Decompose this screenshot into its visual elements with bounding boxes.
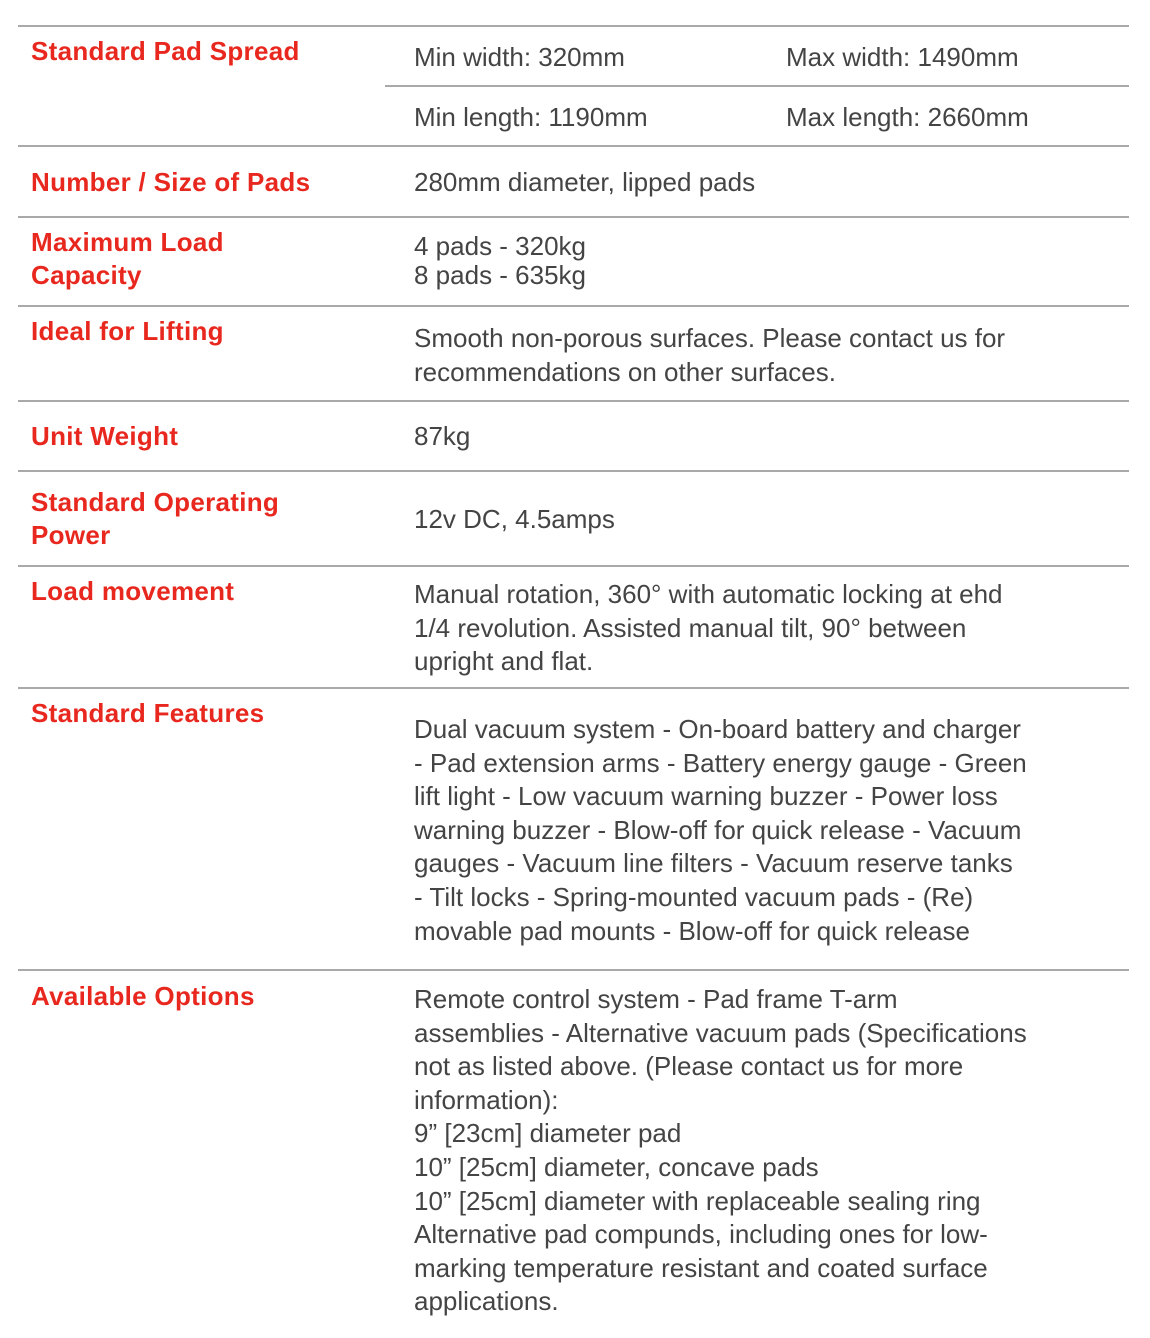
value-line: - Pad extension arms - Battery energy gauge - Green — [414, 747, 1027, 778]
spec-value — [414, 983, 1119, 1319]
value-line: Manual rotation, 360° with automatic locking at ehd — [414, 579, 1003, 609]
spec-label: Standard Features — [31, 698, 265, 728]
min-width-value: Min width: 320mm — [414, 42, 625, 72]
spec-row-ideal-for — [18, 305, 1129, 400]
value-line: marking temperature resistant and coated surface — [414, 1252, 988, 1283]
value-line: 280mm diameter, lipped pads — [414, 167, 756, 197]
max-length-value: Max length: 2660mm — [786, 102, 1029, 132]
spec-table — [18, 25, 1129, 1329]
spec-label — [31, 486, 279, 552]
value-line: Smooth non-porous surfaces. Please contact us for — [414, 323, 1006, 353]
spec-value — [414, 232, 1119, 290]
label-line: Capacity — [31, 260, 142, 290]
spec-label: Standard Pad Spread — [31, 36, 300, 66]
spec-label — [31, 226, 224, 292]
spec-label: Unit Weight — [31, 421, 179, 451]
value-line: Remote control system - Pad frame T-arm — [414, 984, 898, 1014]
value-line: 8 pads - 635kg — [414, 260, 587, 290]
value-line: 9” [23cm] diameter pad — [414, 1118, 682, 1149]
spec-value — [414, 713, 1119, 948]
spec-label: Available Options — [31, 981, 255, 1011]
spec-value — [414, 503, 1119, 537]
value-line: applications. — [414, 1286, 559, 1317]
value-line: not as listed above. (Please contact us for more — [414, 1051, 964, 1082]
value-line: gauges - Vacuum line filters - Vacuum reserve tanks — [414, 848, 1013, 879]
value-line: assemblies - Alternative vacuum pads (Specifications — [414, 1017, 1027, 1048]
spec-label: Number / Size of Pads — [31, 167, 311, 197]
spec-row-pads — [18, 145, 1129, 216]
spec-value — [414, 166, 1119, 200]
value-line: 10” [25cm] diameter, concave pads — [414, 1151, 819, 1182]
label-line: Power — [31, 520, 111, 550]
spec-value — [414, 420, 1119, 454]
value-line: 12v DC, 4.5amps — [414, 504, 615, 534]
spec-row-load-movement — [18, 565, 1129, 687]
spec-row-max-load — [18, 216, 1129, 305]
spec-row-pad-spread — [18, 25, 1129, 145]
spec-value — [414, 578, 1119, 679]
label-line: Maximum Load — [31, 227, 224, 257]
value-line: information): — [414, 1084, 559, 1115]
value-line: lift light - Low vacuum warning buzzer - Power loss — [414, 781, 998, 812]
value-line: 1/4 revolution. Assisted manual tilt, 90° between — [414, 612, 967, 643]
spec-row-available-options — [18, 969, 1129, 1329]
spec-value — [414, 322, 1119, 389]
value-line: Alternative pad compunds, including ones for low- — [414, 1219, 988, 1250]
value-line: Dual vacuum system - On-board battery and charger — [414, 714, 1021, 744]
max-width-value: Max width: 1490mm — [786, 42, 1019, 72]
spec-row-standard-features — [18, 687, 1129, 969]
label-line: Standard Operating — [31, 487, 280, 517]
spec-label: Ideal for Lifting — [31, 316, 224, 346]
value-line: warning buzzer - Blow-off for quick release - Vacuum — [414, 814, 1022, 845]
spec-label: Load movement — [31, 576, 235, 606]
value-line: 10” [25cm] diameter with replaceable sealing ring — [414, 1185, 981, 1216]
value-line: movable pad mounts - Blow-off for quick release — [414, 915, 970, 946]
inner-divider — [385, 85, 1129, 87]
value-line: recommendations on other surfaces. — [414, 356, 836, 387]
spec-row-operating-power — [18, 470, 1129, 565]
value-line: 87kg — [414, 421, 471, 451]
spec-row-unit-weight — [18, 400, 1129, 470]
value-line: 4 pads - 320kg — [414, 231, 587, 261]
value-line: upright and flat. — [414, 646, 594, 677]
min-length-value: Min length: 1190mm — [414, 102, 648, 132]
value-line: - Tilt locks - Spring-mounted vacuum pads - (Re) — [414, 881, 974, 912]
